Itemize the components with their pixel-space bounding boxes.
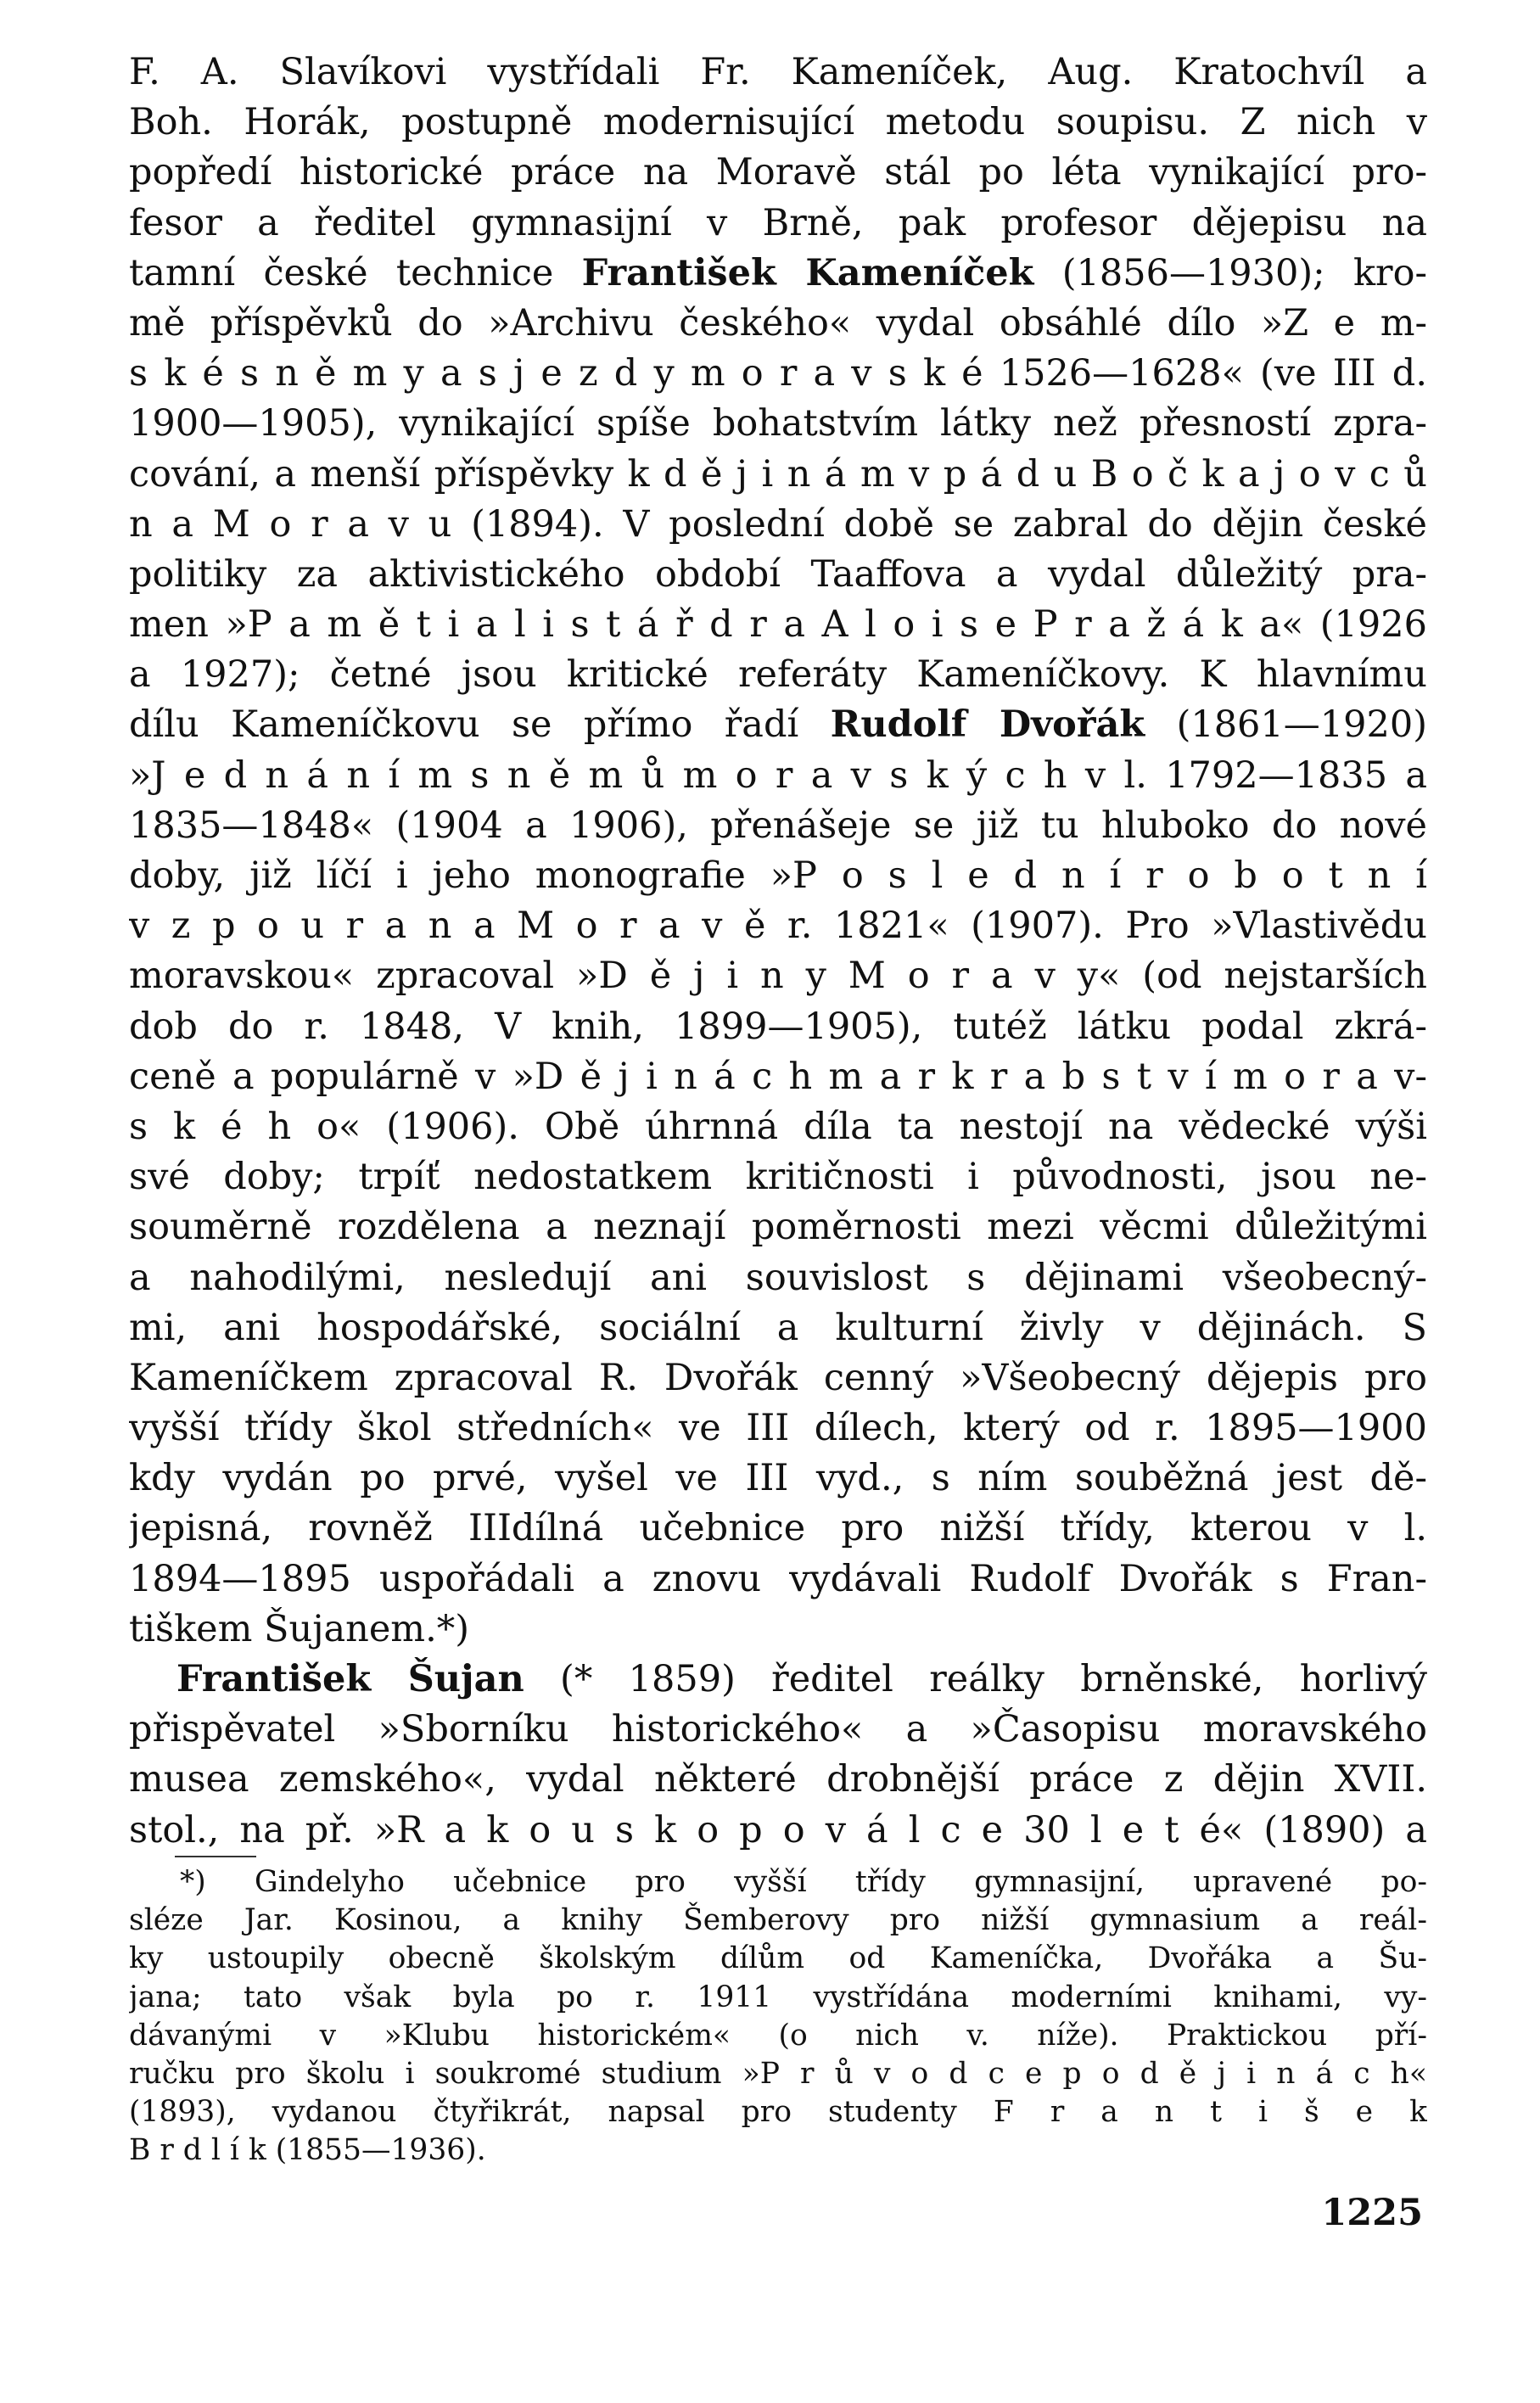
page-number: 1225 [1321, 2192, 1423, 2234]
text-line: 1835—1848« (1904 a 1906), přenášeje se již tu hluboko do nové [129, 804, 1427, 847]
text-line: souměrně rozdělena a neznají poměrnosti mezi věcmi důležitými [129, 1206, 1427, 1249]
footnote-line: ručku pro školu i soukromé studium »P r ů v o d c e p o d ě j i n á c h« [129, 2056, 1427, 2091]
text-line: vyšší třídy škol středních« ve III dílech, který od r. 1895—1900 [129, 1407, 1427, 1450]
text-line: ceně a populárně v »D ě j i n á c h m a r k r a b s t v í m o r a v- [129, 1055, 1427, 1098]
footnote-line: ky ustoupily obecně školským dílům od Kameníčka, Dvořáka a Šu- [129, 1941, 1427, 1976]
text-line: jepisná, rovněž IIIdílná učebnice pro nižší třídy, kterou v l. [129, 1507, 1427, 1550]
text-line: dílu Kameníčkovu se přímo řadí Rudolf Dvořák (1861—1920) [129, 703, 1427, 747]
text-line: s k é h o« (1906). Obě úhrnná díla ta nestojí na vědecké výši [129, 1105, 1427, 1148]
text-line: »J e d n á n í m s n ě m ů m o r a v s k ý c h v l. 1792—1835 a [129, 753, 1427, 797]
text-line: F. A. Slavíkovi vystřídali Fr. Kameníček, Aug. Kratochvíl a [129, 51, 1427, 93]
text-line: mě příspěvků do »Archivu českého« vydal obsáhlé dílo »Z e m- [129, 301, 1427, 344]
text-line: v z p o u r a n a M o r a v ě r. 1821« (1907). Pro »Vlastivědu [129, 905, 1427, 948]
footnote-line: B r d l í k (1855—1936). [129, 2133, 486, 2168]
paragraph-start-line: František Šujan (* 1859) ředitel reálky brněnské, horlivý [176, 1658, 1427, 1700]
text-line: popředí historické práce na Moravě stál po léta vynikající pro- [129, 151, 1427, 194]
text-line: doby, již líčí i jeho monografie »P o s l e d n í r o b o t n í [129, 854, 1427, 897]
text-line: politiky za aktivistického období Taaffova a vydal důležitý pra- [129, 552, 1427, 596]
footnote-separator [175, 1856, 256, 1857]
text-line: 1900—1905), vynikající spíše bohatstvím látky než přesností zpra- [129, 402, 1427, 445]
body-text [129, 48, 1427, 1856]
text-line: s k é s n ě m y a s j e z d y m o r a v s k é 1526—1628« (ve III d. [129, 352, 1427, 395]
footnote-line: dávanými v »Klubu historickém« (o nich v. níže). Praktickou pří- [129, 2018, 1427, 2053]
text-line: men »P a m ě t i a l i s t á ř d r a A l o i s e P r a ž á k a« (1926 [129, 603, 1427, 647]
text-line: fesor a ředitel gymnasijní v Brně, pak profesor dějepisu na [129, 201, 1427, 244]
text-line: přispěvatel »Sborníku historického« a »Časopisu moravského [129, 1708, 1427, 1751]
text-line: cování, a menší příspěvky k d ě j i n á m v p á d u B o č k a j o v c ů [129, 452, 1427, 496]
text-line: moravskou« zpracoval »D ě j i n y M o r a v y« (od nejstarších [129, 955, 1427, 998]
paragraph-end-line: tiškem Šujanem.*) [129, 1607, 470, 1650]
footnote [129, 1863, 1427, 2171]
text-line: n a M o r a v u (1894). V poslední době se zabral do dějin české [129, 502, 1427, 546]
text-line: musea zemského«, vydal některé drobnější práce z dějin XVII. [129, 1758, 1427, 1801]
footnote-line: jana; tato však byla po r. 1911 vystřídána moderními knihami, vy- [129, 1980, 1427, 2014]
text-line: 1894—1895 uspořádali a znovu vydávali Rudolf Dvořák s Fran- [129, 1557, 1427, 1600]
text-line: stol., na př. »R a k o u s k o p o v á l c e 30 l e t é« (1890) a [129, 1808, 1427, 1851]
text-line: své doby; trpíť nedostatkem kritičnosti i původnosti, jsou ne- [129, 1156, 1427, 1199]
text-line: Kameníčkem zpracoval R. Dvořák cenný »Všeobecný dějepis pro [129, 1356, 1427, 1399]
text-line: mi, ani hospodářské, sociální a kulturní živly v dějinách. S [129, 1306, 1427, 1349]
text-line: dob do r. 1848, V knih, 1899—1905), tutéž látku podal zkrá- [129, 1005, 1427, 1048]
text-line: kdy vydán po prvé, vyšel ve III vyd., s ním souběžná jest dě- [129, 1457, 1427, 1500]
text-line: a 1927); četné jsou kritické referáty Kameníčkovy. K hlavnímu [129, 653, 1427, 697]
text-line: a nahodilými, nesledují ani souvislost s dějinami všeobecný- [129, 1256, 1427, 1299]
footnote-line: sléze Jar. Kosinou, a knihy Šemberovy pro nižší gymnasium a reál- [129, 1903, 1427, 1938]
footnote-line: *) Gindelyho učebnice pro vyšší třídy gymnasijní, upravené po- [180, 1865, 1427, 1899]
text-line: tamní české technice František Kameníček (1856—1930); kro- [129, 251, 1427, 294]
footnote-line: (1893), vydanou čtyřikrát, napsal pro studenty F r a n t i š e k [129, 2095, 1427, 2130]
text-line: Boh. Horák, postupně modernisující metodu soupisu. Z nich v [129, 101, 1427, 144]
